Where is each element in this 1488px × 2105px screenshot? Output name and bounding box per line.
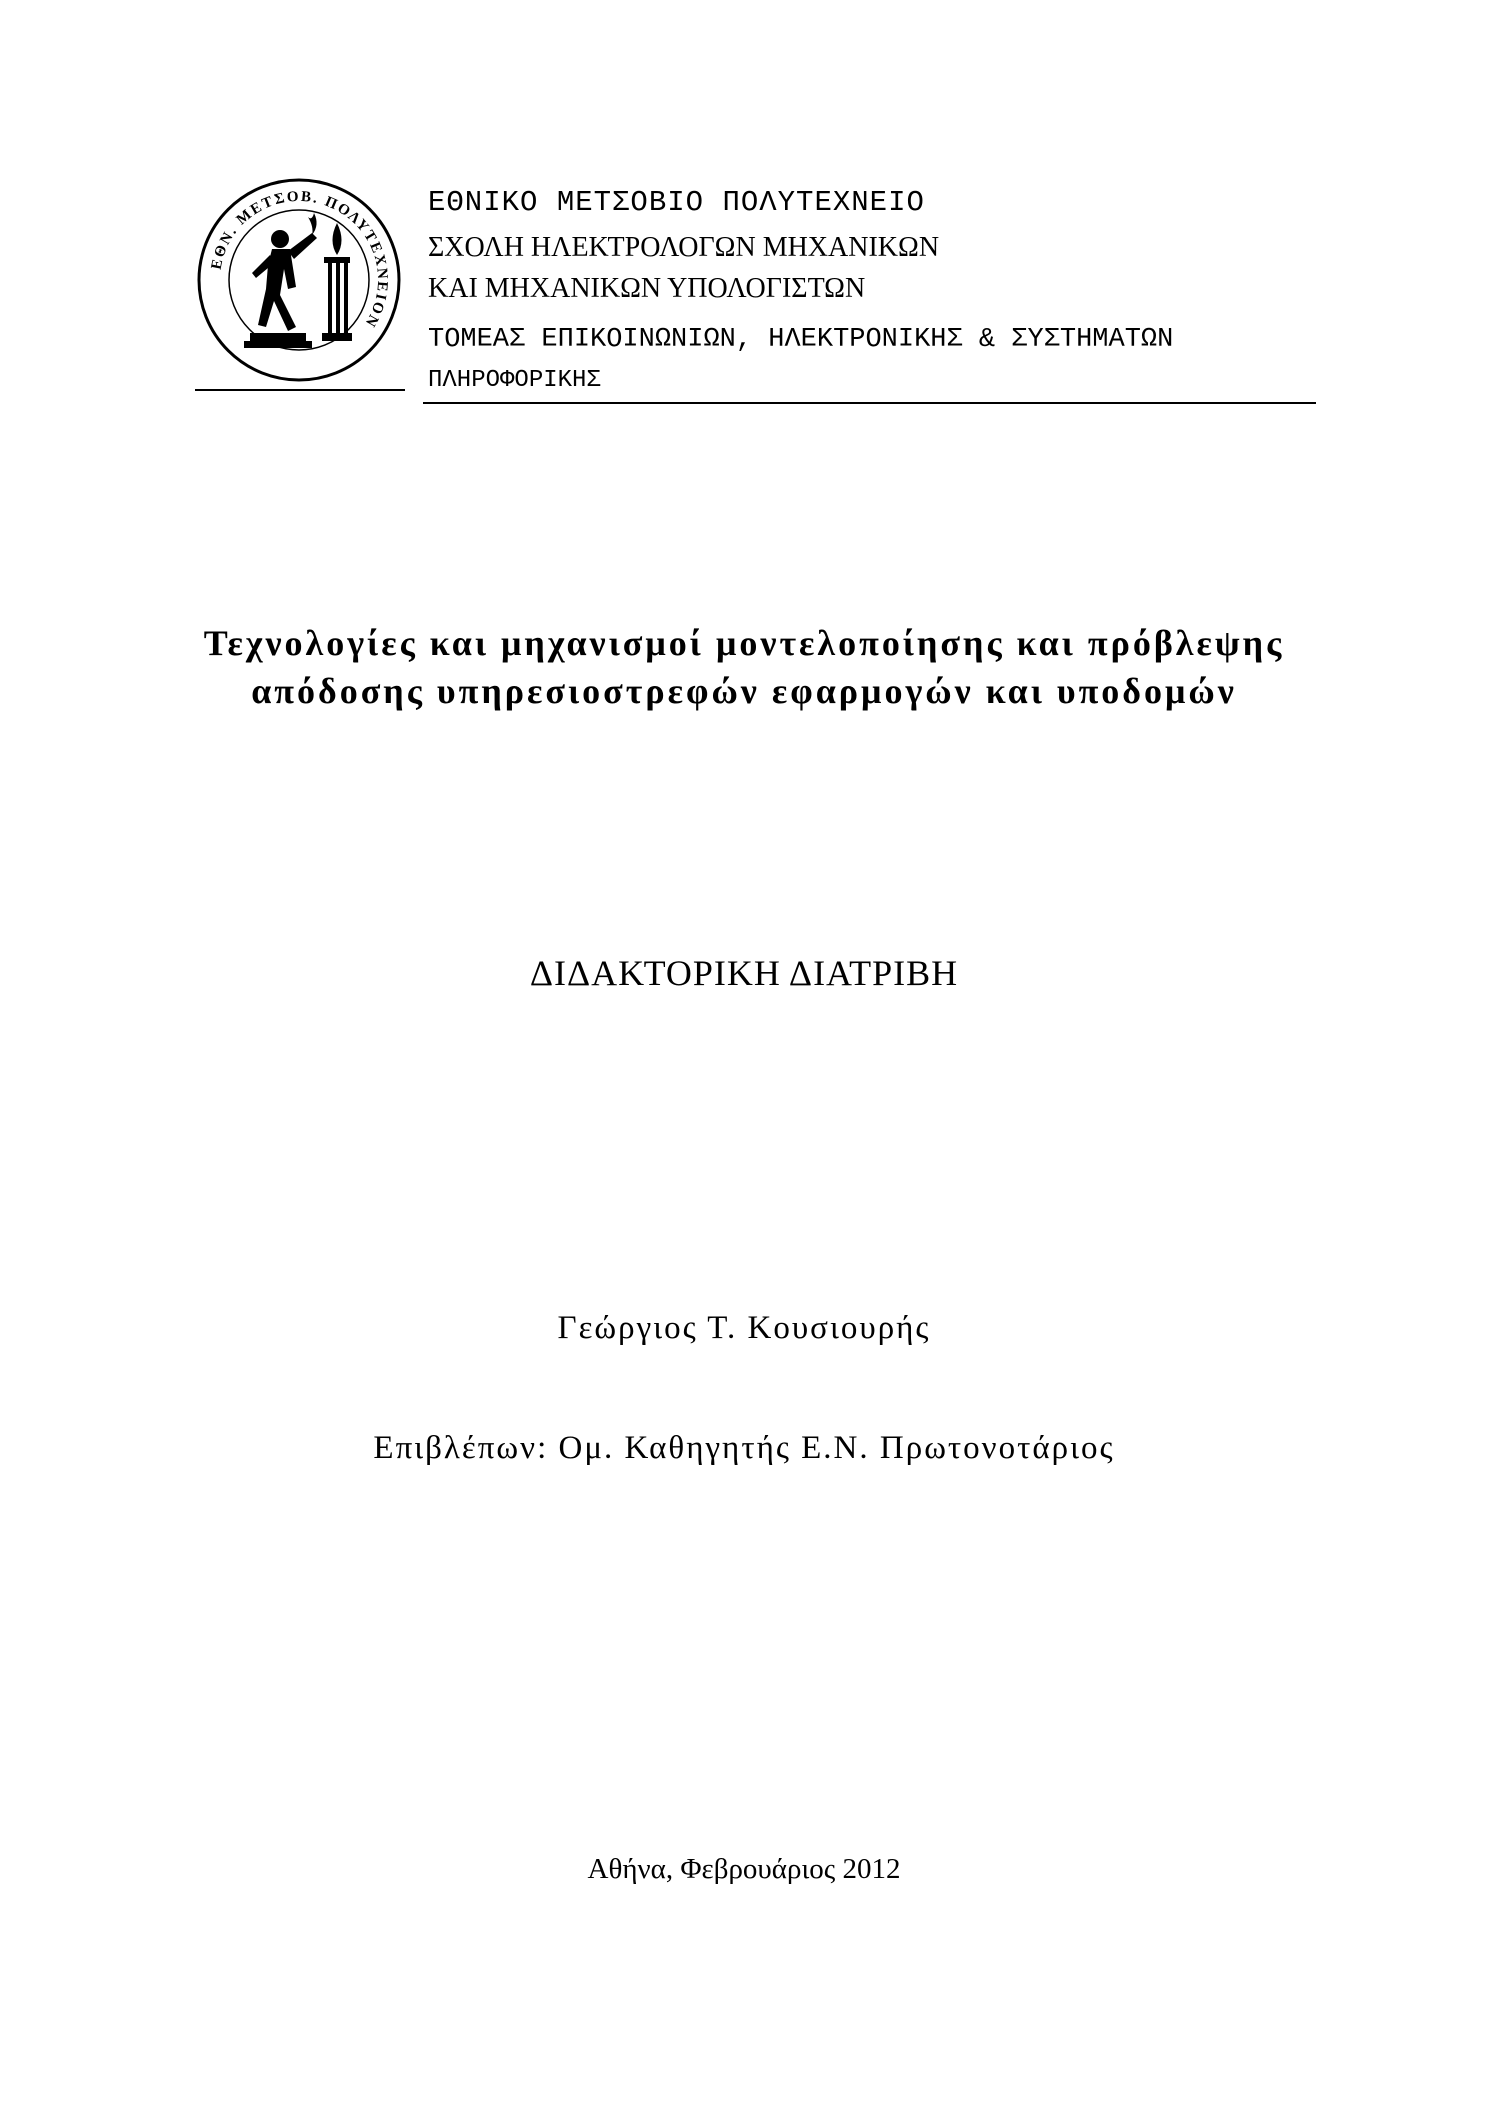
university-name: ΕΘΝΙΚΟ ΜΕΤΣΟΒΙΟ ΠΟΛΥΤΕΧΝΕΙΟ [428, 186, 925, 219]
svg-text:ΕΘΝ. ΜΕΤΣΟΒ. ΠΟΛΥΤΕΧΝΕΙΟΝ: ΕΘΝ. ΜΕΤΣΟΒ. ΠΟΛΥΤΕΧΝΕΙΟΝ [208, 188, 391, 331]
school-name-line2: ΚΑΙ ΜΗΧΑΝΙΚΩΝ ΥΠΟΛΟΓΙΣΤΩΝ [428, 273, 866, 304]
place-date: Αθήνα, Φεβρουάριος 2012 [587, 1853, 901, 1885]
thesis-title-line1: Τεχνολογίες και μηχανισμοί μοντελοποίησης και πρόβλεψης [203, 623, 1285, 663]
department-name-line2: ΠΛΗΡΟΦΟΡΙΚΗΣ [428, 367, 601, 394]
department-name-line1: ΤΟΜΕΑΣ ΕΠΙΚΟΙΝΩΝΙΩΝ, ΗΛΕΚΤΡΟΝΙΚΗΣ & ΣΥΣΤΗΜΑΤΩΝ [428, 325, 1174, 355]
header-rule-right [423, 402, 1316, 404]
header-rule-left [195, 389, 405, 391]
supervisor: Επιβλέπων: Ομ. Καθηγητής Ε.Ν. Πρωτονοτάριος [373, 1430, 1115, 1466]
school-name-line1: ΣΧΟΛΗ ΗΛΕΚΤΡΟΛΟΓΩΝ ΜΗΧΑΝΙΚΩΝ [428, 232, 940, 263]
thesis-title-line2: απόδοσης υπηρεσιοστρεφών εφαρμογών και υποδομών [251, 671, 1237, 711]
ntua-seal-icon [196, 177, 402, 383]
document-type: ΔΙΔΑΚΤΟΡΙΚΗ ΔΙΑΤΡΙΒΗ [529, 953, 959, 993]
author-name: Γεώργιος Τ. Κουσιουρής [557, 1310, 931, 1346]
